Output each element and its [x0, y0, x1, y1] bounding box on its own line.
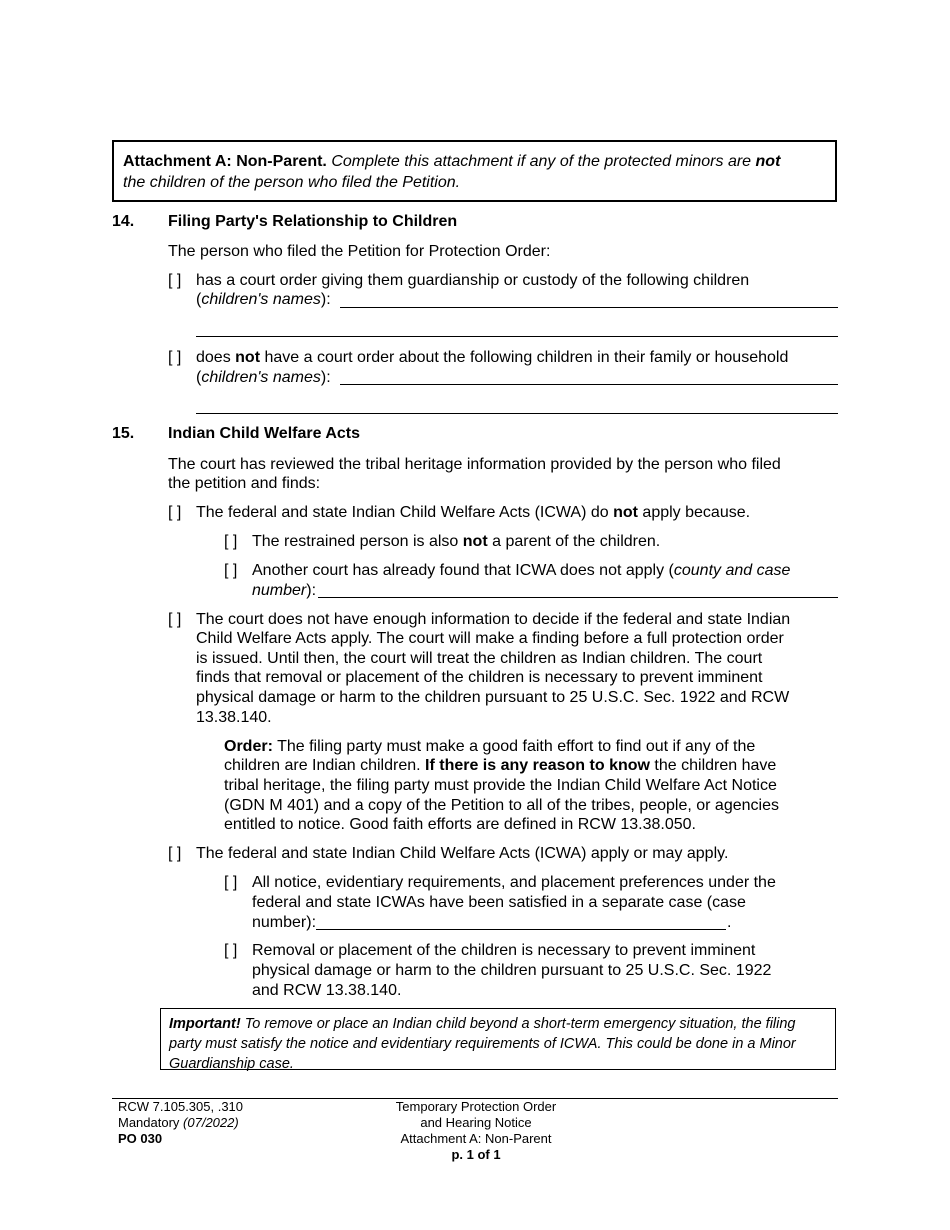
other-court-case-field[interactable]: [318, 597, 838, 598]
important-text: To remove or place an Indian child beyond a short-term emergency situation, the filing party must satisfy the notice and evidentiary requirements of ICWA. This could be done in a Minor Guardianship case.: [169, 1016, 796, 1072]
important-notice-box: [160, 1008, 836, 1070]
notice-satisfied-line-2: federal and state ICWAs have been satisfied in a separate case (case: [252, 894, 746, 911]
separate-case-period: .: [727, 914, 732, 931]
section-14-title: Filing Party's Relationship to Children: [168, 213, 458, 230]
footer-page: p. 1 of 1: [451, 1147, 501, 1162]
section-15-intro-2: the petition and finds:: [168, 475, 321, 492]
not-parent-checkbox[interactable]: [ ]: [224, 533, 238, 550]
not-parent-text: The restrained person is also not a parent of the children.: [252, 533, 661, 550]
order-line-4: (GDN M 401) and a copy of the Petition to all of the tribes, people, or agencies: [224, 797, 779, 814]
footer-rcw: RCW 7.105.305, .310: [118, 1099, 244, 1114]
section-14-number: 14.: [112, 213, 135, 230]
section-14-intro: The person who filed the Petition for Protection Order:: [168, 243, 551, 260]
order-line-1: Order: The filing party must make a good faith effort to find out if any of the: [224, 738, 756, 755]
icwa-apply-text: The federal and state Indian Child Welfare Acts (ICWA) apply or may apply.: [196, 845, 729, 862]
guardianship-names-field-2[interactable]: [196, 336, 838, 337]
guardianship-text: has a court order giving them guardianship or custody of the following children: [196, 272, 750, 289]
attachment-instruction-bold: not: [755, 153, 781, 170]
removal-necessary-line-1: Removal or placement of the children is necessary to prevent imminent: [252, 942, 756, 959]
insufficient-info-line-4: finds that removal or placement of the children is necessary to prevent imminent: [196, 669, 763, 686]
no-order-text: does not have a court order about the following children in their family or household: [196, 349, 789, 366]
no-order-names-field-2[interactable]: [196, 413, 838, 414]
attachment-instruction-1: Complete this attachment if any of the protected minors are: [331, 153, 752, 170]
section-15-number: 15.: [112, 425, 135, 442]
other-court-text: Another court has already found that ICWA does not apply (county and case: [252, 562, 791, 579]
icwa-not-apply-checkbox[interactable]: [ ]: [168, 504, 182, 521]
footer-form-id: PO 030: [118, 1131, 163, 1146]
notice-satisfied-line-3: number):: [252, 914, 317, 931]
no-order-checkbox[interactable]: [ ]: [168, 349, 182, 366]
footer-title-1: Temporary Protection Order: [395, 1099, 557, 1114]
removal-necessary-checkbox[interactable]: [ ]: [224, 942, 238, 959]
removal-necessary-line-2: physical damage or harm to the children pursuant to 25 U.S.C. Sec. 1922: [252, 962, 772, 979]
insufficient-info-line-2: Child Welfare Acts apply. The court will make a finding before a full protection order: [196, 630, 784, 647]
attachment-instruction-2: the children of the person who filed the Petition.: [123, 174, 461, 191]
other-court-checkbox[interactable]: [ ]: [224, 562, 238, 579]
notice-satisfied-line-1: All notice, evidentiary requirements, and placement preferences under the: [252, 874, 776, 891]
footer-mandatory: Mandatory (07/2022): [118, 1115, 239, 1130]
footer-title-2: and Hearing Notice: [420, 1115, 532, 1130]
insufficient-info-line-3: is issued. Until then, the court will treat the children as Indian children. The court: [196, 650, 763, 667]
insufficient-info-line-5: physical damage or harm to the children pursuant to 25 U.S.C. Sec. 1922 and RCW: [196, 689, 790, 706]
insufficient-info-line-6: 13.38.140.: [196, 709, 272, 726]
guardianship-checkbox[interactable]: [ ]: [168, 272, 182, 289]
icwa-apply-checkbox[interactable]: [ ]: [168, 845, 182, 862]
section-15-intro-1: The court has reviewed the tribal heritage information provided by the person who filed: [168, 456, 781, 473]
footer-center: [376, 1099, 576, 1163]
footer-title-3: Attachment A: Non-Parent: [400, 1131, 552, 1146]
order-line-2: children are Indian children. If there is any reason to know the children have: [224, 757, 777, 774]
guardianship-names-field-1[interactable]: [340, 307, 838, 308]
insufficient-info-checkbox[interactable]: [ ]: [168, 611, 182, 628]
order-line-3: tribal heritage, the filing party must provide the Indian Child Welfare Act Notice: [224, 777, 777, 794]
attachment-header-box: [112, 140, 837, 202]
footer-left: [118, 1099, 243, 1147]
guardianship-names-label: (children's names):: [196, 291, 331, 308]
order-line-5: entitled to notice. Good faith efforts are defined in RCW 13.38.050.: [224, 816, 696, 833]
other-court-number-label: number):: [252, 582, 317, 599]
insufficient-info-line-1: The court does not have enough information to decide if the federal and state Indian: [196, 611, 791, 628]
icwa-not-apply-text: The federal and state Indian Child Welfare Acts (ICWA) do not apply because.: [196, 504, 751, 521]
no-order-names-field-1[interactable]: [340, 384, 838, 385]
important-label: Important!: [169, 1016, 241, 1032]
notice-satisfied-checkbox[interactable]: [ ]: [224, 874, 238, 891]
section-15-title: Indian Child Welfare Acts: [168, 425, 361, 442]
removal-necessary-line-3: and RCW 13.38.140.: [252, 982, 402, 999]
separate-case-number-field[interactable]: [316, 929, 726, 930]
no-order-names-label: (children's names):: [196, 369, 331, 386]
attachment-title: Attachment A: Non-Parent.: [123, 153, 327, 170]
